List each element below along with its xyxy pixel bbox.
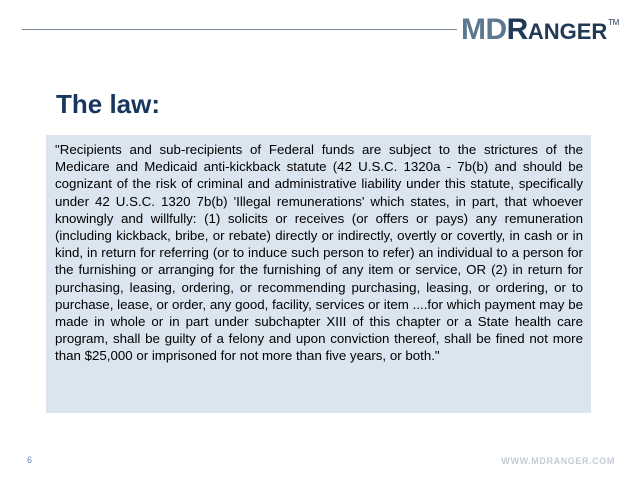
logo-md: MD [461, 13, 507, 46]
logo-anger: ANGER [527, 19, 608, 44]
logo-trademark: TM [608, 18, 619, 27]
mdranger-logo [461, 13, 619, 47]
quote-box [46, 135, 591, 413]
header-divider [22, 29, 457, 30]
slide-title: The law: [56, 89, 161, 119]
page-number: 6 [27, 455, 33, 465]
logo-r: R [506, 13, 528, 46]
law-quote-text: "Recipients and sub-recipients of Federal funds are subject to the strictures of the Medicare and Medicaid anti-kickback statute (42 U.S.C. 1320a - 7b(b) and should be cognizant of the risk of criminal and administrative liability under this statute, specifically under 42 U.S.C. 1320 7b(b) 'Illegal remunerations' which states, in part, that whoever knowingly and willfully: (1) solicits or receives (or offers or pays) any remuneration (including kickback, bribe, or rebate) directly or indirectly, overtly or covertly, in cash or in kind, in return for referring (or to induce such person to refer) an individual to a person for the furnishing or arranging for the furnishing of any item or service, OR (2) in return for purchasing, leasing, ordering, or recommending purchasing, leasing, or ordering, or to purchase, lease, or order, any good, facility, services or item ....for which payment may be made in whole or in part under subchapter XIII of this chapter or a State health care program, shall be guilty of a felony and upon conviction thereof, shall be fined not more than $25,000 or imprisoned for not more than five years, or both." [55, 142, 583, 364]
footer-website: WWW.MDRANGER.COM [501, 456, 615, 466]
